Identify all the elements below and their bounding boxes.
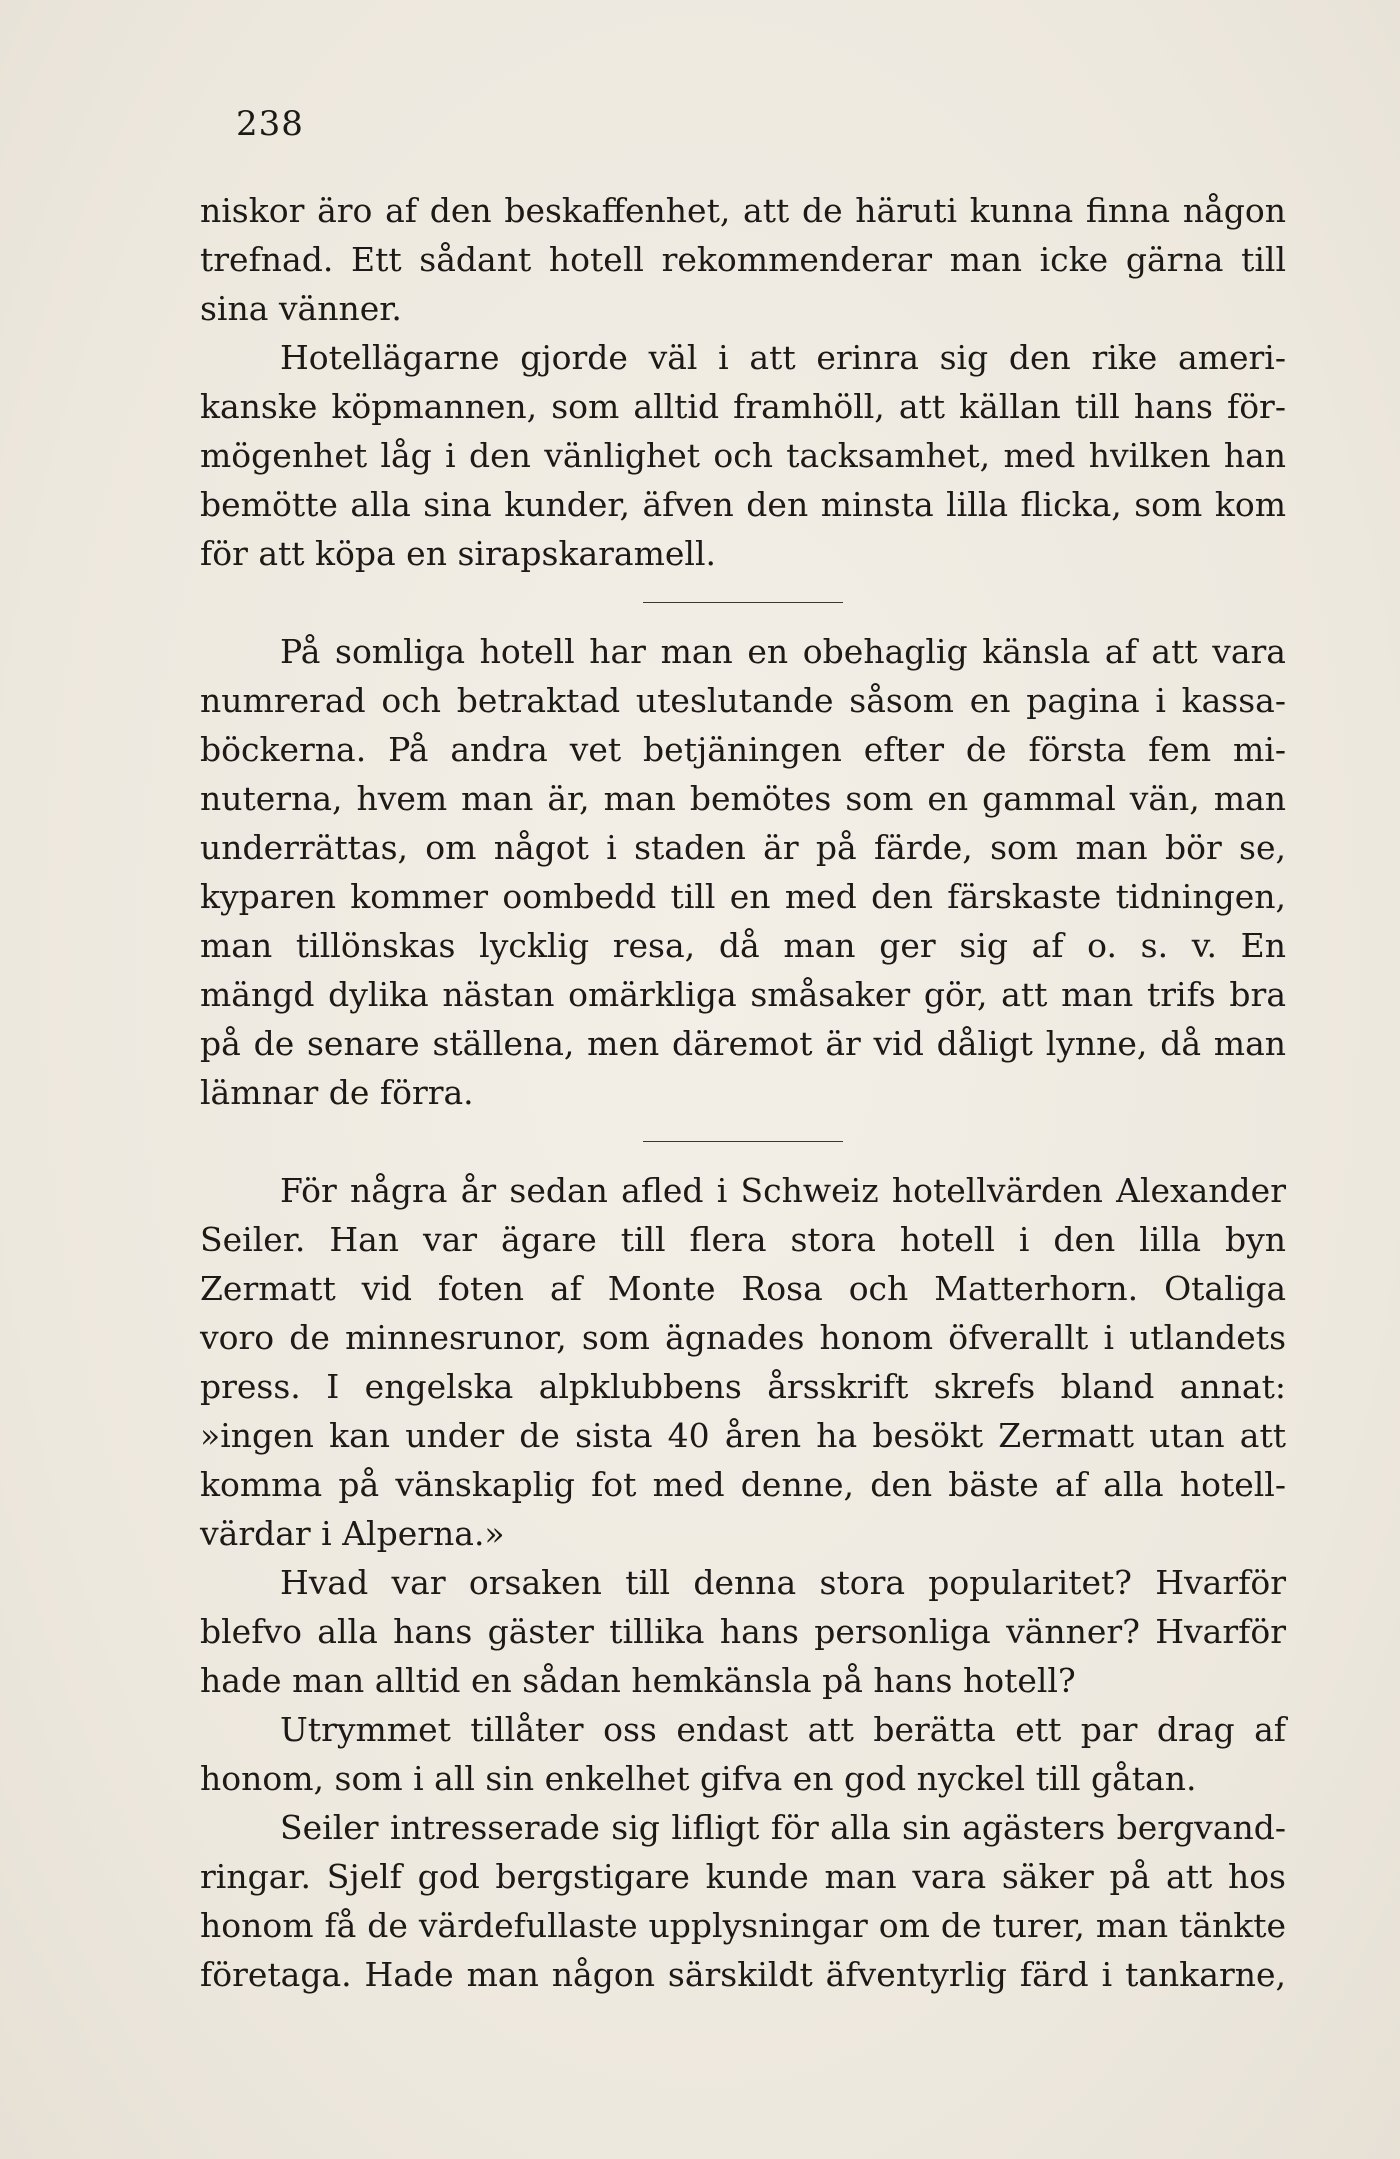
text-line: mängd dylika nästan omärkliga småsaker gör, att man trifs bra [200, 975, 1286, 1014]
text-line: voro de minnesrunor, som ägnades honom öfverallt i utlandets [200, 1318, 1286, 1357]
text-line: niskor äro af den beskaffenhet, att de häruti kunna finna någon [200, 191, 1286, 230]
section-divider [200, 1117, 1286, 1166]
divider-line [643, 1141, 843, 1142]
text-line: honom, som i all sin enkelhet gifva en god nyckel till gåtan. [200, 1759, 1197, 1798]
text-line: värdar i Alperna.» [200, 1514, 505, 1553]
text-line: Utrymmet tillåter oss endast att berätta ett par drag af [280, 1710, 1286, 1749]
paragraph [200, 1803, 1286, 1999]
text-line: numrerad och betraktad uteslutande såsom en pagina i kassa- [200, 681, 1286, 720]
text-line: honom få de värdefullaste upplysningar om de turer, man tänkte [200, 1906, 1286, 1945]
text-line: bemötte alla sina kunder, äfven den minsta lilla flicka, som kom [200, 485, 1286, 524]
text-line: Hvad var orsaken till denna stora popularitet? Hvarför [280, 1563, 1286, 1602]
divider-line [643, 602, 843, 603]
text-line: hade man alltid en sådan hemkänsla på hans hotell? [200, 1661, 1076, 1700]
text-line: lämnar de förra. [200, 1073, 474, 1112]
text-line: mögenhet låg i den vänlighet och tacksamhet, med hvilken han [200, 436, 1286, 475]
text-line: blefvo alla hans gäster tillika hans personliga vänner? Hvarför [200, 1612, 1286, 1651]
text-line: ringar. Sjelf god bergstigare kunde man vara säker på att hos [200, 1857, 1286, 1896]
text-line: man tillönskas lycklig resa, då man ger sig af o. s. v. En [200, 926, 1286, 965]
paragraph [200, 627, 1286, 1117]
paragraph [200, 1558, 1286, 1705]
section-divider [200, 578, 1286, 627]
text-line: För några år sedan afled i Schweiz hotellvärden Alexander [280, 1171, 1286, 1210]
paragraph [200, 1705, 1286, 1803]
paragraph [200, 333, 1286, 578]
text-line: företaga. Hade man någon särskildt äfventyrlig färd i tankarne, [200, 1955, 1286, 1994]
text-line: »ingen kan under de sista 40 åren ha besökt Zermatt utan att [200, 1416, 1286, 1455]
page-number: 238 [236, 104, 304, 144]
text-line: kanske köpmannen, som alltid framhöll, att källan till hans för- [200, 387, 1286, 426]
text-line: för att köpa en sirapskaramell. [200, 534, 716, 573]
text-line: böckerna. På andra vet betjäningen efter de första fem mi- [200, 730, 1286, 769]
paragraph [200, 1166, 1286, 1558]
paragraph [200, 186, 1286, 333]
text-line: Seiler intresserade sig lifligt för alla sin agästers bergvand- [280, 1808, 1286, 1847]
text-line: Seiler. Han var ägare till flera stora hotell i den lilla byn [200, 1220, 1286, 1259]
text-line: På somliga hotell har man en obehaglig känsla af att vara [280, 632, 1286, 671]
text-line: press. I engelska alpklubbens årsskrift skrefs bland annat: [200, 1367, 1286, 1406]
text-line: kyparen kommer oombedd till en med den färskaste tidningen, [200, 877, 1286, 916]
text-line: på de senare ställena, men däremot är vid dåligt lynne, då man [200, 1024, 1286, 1063]
text-line: sina vänner. [200, 289, 402, 328]
text-line: Zermatt vid foten af Monte Rosa och Matterhorn. Otaliga [200, 1269, 1286, 1308]
text-line: underrättas, om något i staden är på färde, som man bör se, [200, 828, 1286, 867]
text-line: trefnad. Ett sådant hotell rekommenderar man icke gärna till [200, 240, 1286, 279]
text-line: komma på vänskaplig fot med denne, den bäste af alla hotell- [200, 1465, 1286, 1504]
text-line: nuterna, hvem man är, man bemötes som en gammal vän, man [200, 779, 1286, 818]
body-text [200, 186, 1286, 1999]
text-line: Hotellägarne gjorde väl i att erinra sig den rike ameri- [280, 338, 1286, 377]
